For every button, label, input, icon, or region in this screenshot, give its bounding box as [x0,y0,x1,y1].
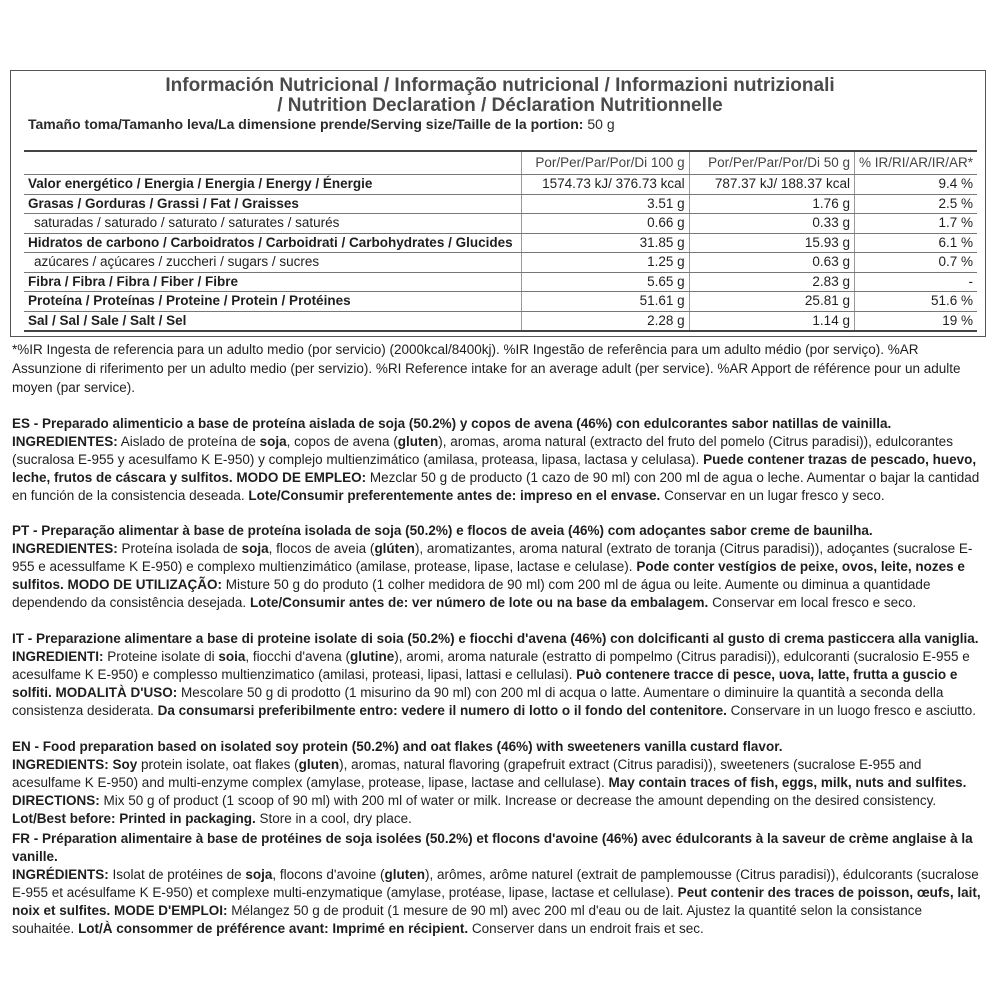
reference-intake: 2.5 % [854,194,977,214]
reference-intake: - [854,272,977,292]
section-heading: EN - Food preparation based on isolated soy protein (50.2%) and oat flakes (46%) with sweeteners vanilla custard flavor. [12,739,783,754]
allergen-warning: Peut contenir des traces de poisson, œufs, lait, noix et sulfites. [12,885,981,918]
nutrient-name: Proteína / Proteínas / Proteine / Protein / Protéines [24,292,521,312]
section-es [12,415,988,505]
table-header-cell: Por/Per/Par/Por/Di 100 g [521,151,689,175]
allergen-gluten: gluten [384,867,426,882]
lot-info: Da consumarsi preferibilmente entro: vedere il numero di lotto o il fondo del contenitore. [157,703,727,718]
section-it [12,630,988,720]
allergen-gluten: glúten [374,541,415,556]
table-header-cell [24,151,521,175]
body-text: Aislado de proteína de [117,434,260,449]
nutrition-table [24,150,977,332]
table-row [24,253,977,273]
table-header-cell: Por/Per/Par/Por/Di 50 g [689,151,854,175]
ingredients-label: INGREDIENTS: [12,757,109,772]
body-text: protein isolate, oat flakes ( [137,757,299,772]
body-text: , flocons d'avoine ( [272,867,385,882]
table-row [24,194,977,214]
nutrient-name: azúcares / açúcares / zuccheri / sugars / sucres [24,253,521,273]
storage-text: Conservar en un lugar fresco y seco. [660,488,885,503]
value-per-100g: 5.65 g [521,272,689,292]
value-per-serving: 25.81 g [689,292,854,312]
storage-text: Conservar em local fresco e seco. [708,595,917,610]
body-text: Proteine isolate di [103,649,219,664]
ingredients-label: INGREDIENTES: [12,541,118,556]
reference-intake: 9.4 % [854,175,977,195]
directions-label: DIRECTIONS: [12,793,100,808]
value-per-serving: 0.63 g [689,253,854,273]
body-text: Proteína isolada de [117,541,242,556]
nutrient-name: saturadas / saturado / saturato / saturates / saturés [24,214,521,234]
directions-label: MODO DE UTILIZAÇÃO: [63,577,223,592]
section-heading: IT - Preparazione alimentare a base di proteine isolate di soia (50.2%) e fiocchi d'avena (46%) con dolcificanti al gusto di crema pasticcera alla vaniglia. [12,631,979,646]
reference-intake-footnote: *%IR Ingesta de referencia para un adulto medio (por servicio) (2000kcal/8400kj). %IR Ingestão de referência para um adulto médio (por serviço). %AR Assunzione di riferimento per un adulto medio (per servizio). %RI Reference intake for an average adult (per service). %AR Apport de référence pour un adulte moyen (par service). [12,342,961,395]
body-text: , copos de avena ( [286,434,398,449]
serving-size [28,116,615,132]
value-per-100g: 3.51 g [521,194,689,214]
table-row [24,214,977,234]
directions-label: MODO DE EMPLEO: [232,470,367,485]
ingredients-label: INGRÉDIENTS: [12,867,109,882]
allergen-warning: May contain traces of fish, eggs, milk, nuts and sulfites. [608,775,967,790]
section-body [12,756,988,828]
allergen-warning: Puede contener trazas de pescado, huevo, leche, frutos de cáscara y sulfitos. [12,452,977,485]
serving-size-value: 50 g [583,116,615,132]
lot-info: Lot/À consommer de préférence avant: Imprimé en récipient. [78,921,469,936]
value-per-100g: 0.66 g [521,214,689,234]
allergen-gluten: gluten [397,434,439,449]
lot-info: Lote/Consumir preferentemente antes de: impreso en el envase. [248,488,661,503]
reference-intake: 0.7 % [854,253,977,273]
lot-info: Lot/Best before: Printed in packaging. [12,811,256,826]
table-row [24,311,977,331]
value-per-serving: 1.14 g [689,311,854,331]
serving-size-label: Tamaño toma/Tamanho leva/La dimensione prende/Serving size/Taille de la portion: [28,116,584,132]
reference-intake: 1.7 % [854,214,977,234]
storage-text: Store in a cool, dry place. [255,811,412,826]
value-per-serving: 15.93 g [689,233,854,253]
section-body [12,648,988,720]
section-en [12,738,988,828]
value-per-100g: 31.85 g [521,233,689,253]
value-per-100g: 2.28 g [521,311,689,331]
reference-intake: 6.1 % [854,233,977,253]
storage-text: Conserver dans un endroit frais et sec. [468,921,704,936]
directions-text: Misture 50 g do produto (1 colher medidora de 90 ml) com 200 ml de água ou leite. Aumente ou diminua a quantidade dependendo da consistência desejada. [12,577,931,610]
section-body [12,540,988,612]
allergen-gluten: glutine [350,649,395,664]
allergen-warning: Pode conter vestígios de peixe, ovos, leite, nozes e sulfitos. [12,559,965,592]
body-text: ), aromas, aroma natural (extracto del fruto del pomelo (Citrus paradisi)), edulcorantes (sucralosa E-955 y acesulfamo K E-950) y complejo multienzimático (amilasa, proteasa, lipasa, lactasa y celulasa). [12,434,953,467]
allergen-soy: soja [259,434,287,449]
body-text: ), aromatizantes, aroma natural (extrato de toranja (Citrus paradisi)), adoçantes (sucralose E-955 e acessulfame K E-950) e complexo multienzimático (amilase, protease, lipase, lactase e celulase). [12,541,973,574]
allergen-soy: Soy [112,757,138,772]
directions-text: Mescolare 50 g di prodotto (1 misurino da 90 ml) con 200 ml di acqua o latte. Aumentare o diminuire la quantità a seconda della consistenza desiderata. [12,685,944,718]
table-header-row [24,151,977,175]
value-per-100g: 51.61 g [521,292,689,312]
body-text: ), aromas, natural flavoring (grapefruit extract (Citrus paradisi)), sweeteners (sucralose E-955 and acesulfame K E-950) and multi-enzyme complex (amylase, protease, lipase, lactase and cellulase). [12,757,922,790]
directions-text: Mix 50 g of product (1 scoop of 90 ml) with 200 ml of water or milk. Increase or decrease the amount depending on the desired consistency. [99,793,937,808]
value-per-100g: 1.25 g [521,253,689,273]
nutrient-name: Valor energético / Energia / Energia / Energy / Énergie [24,175,521,195]
value-per-serving: 787.37 kJ/ 188.37 kcal [689,175,854,195]
allergen-soy: soja [245,867,273,882]
section-heading: PT - Preparação alimentar à base de proteína isolada de soja (50.2%) e flocos de aveia (46%) com adoçantes sabor creme de baunilha. [12,523,873,538]
table-row [24,175,977,195]
section-body [12,433,988,505]
reference-intake: 51.6 % [854,292,977,312]
directions-label: MODE D'EMPLOI: [110,903,228,918]
section-heading: FR - Préparation alimentaire à base de protéines de soja isolées (50.2%) et flocons d'avoine (46%) avec édulcorants à la saveur de crème anglaise à la vanille. [12,831,973,864]
directions-text: Mezclar 50 g de producto (1 cazo de 90 ml) con 200 ml de agua o leche. Aumentar o bajar la cantidad en función de la consistencia deseada. [12,470,980,503]
value-per-100g: 1574.73 kJ/ 376.73 kcal [521,175,689,195]
value-per-serving: 0.33 g [689,214,854,234]
ingredients-label: INGREDIENTI: [12,649,104,664]
nutrient-name: Hidratos de carbono / Carboidratos / Carboidrati / Carbohydrates / Glucides [24,233,521,253]
section-pt [12,522,988,612]
nutrition-title-line2: / Nutrition Declaration / Déclaration Nutritionnelle [277,95,723,116]
table-header-cell: % IR/RI/AR/IR/AR* [854,151,977,175]
allergen-gluten: gluten [298,757,340,772]
storage-text: Conservare in un luogo fresco e asciutto. [726,703,977,718]
body-text: ), arômes, arôme naturel (extrait de pamplemousse (Citrus paradisi)), édulcorants (sucralose E-955 et acésulfame K E-950) et complexe multi-enzymatique (amylase, protéase, lipase, lactase et cellulase). [12,867,979,900]
lot-info: Lote/Consumir antes de: ver número de lote ou na base da embalagem. [249,595,709,610]
section-heading: ES - Preparado alimenticio a base de proteína aislada de soja (50.2%) y copos de avena (46%) con edulcorantes sabor natillas de vainilla. [12,416,892,431]
directions-label: MODALITÀ D'USO: [51,685,178,700]
directions-text: Mélangez 50 g de produit (1 mesure de 90 ml) avec 200 ml d'eau ou de lait. Ajustez la quantité selon la consistance souhaitée. [12,903,922,936]
table-row [24,233,977,253]
allergen-soy: soja [241,541,269,556]
section-fr [12,830,988,938]
reference-intake: 19 % [854,311,977,331]
body-text: , flocos de aveia ( [268,541,375,556]
nutrient-name: Fibra / Fibra / Fibra / Fiber / Fibre [24,272,521,292]
body-text: ), aromi, aroma naturale (estratto di pompelmo (Citrus paradisi)), edulcoranti (sucralosio E-955 e acesulfame K E-950) e complesso multienzimatico (amilasi, proteasi, lipasi, lattasi e cellulasi). [12,649,970,682]
table-row [24,272,977,292]
value-per-serving: 1.76 g [689,194,854,214]
nutrient-name: Grasas / Gorduras / Grassi / Fat / Graisses [24,194,521,214]
nutrient-name: Sal / Sal / Sale / Salt / Sel [24,311,521,331]
allergen-soy: soia [218,649,246,664]
allergen-warning: Può contenere tracce di pesce, uova, latte, frutta a guscio e solfiti. [12,667,958,700]
ingredients-label: INGREDIENTES: [12,434,118,449]
nutrition-title-line1: Información Nutricional / Informação nutricional / Informazioni nutrizionali [165,75,835,96]
value-per-serving: 2.83 g [689,272,854,292]
body-text: , fiocchi d'avena ( [245,649,350,664]
section-body [12,866,988,938]
table-row [24,292,977,312]
body-text: Isolat de protéines de [108,867,246,882]
